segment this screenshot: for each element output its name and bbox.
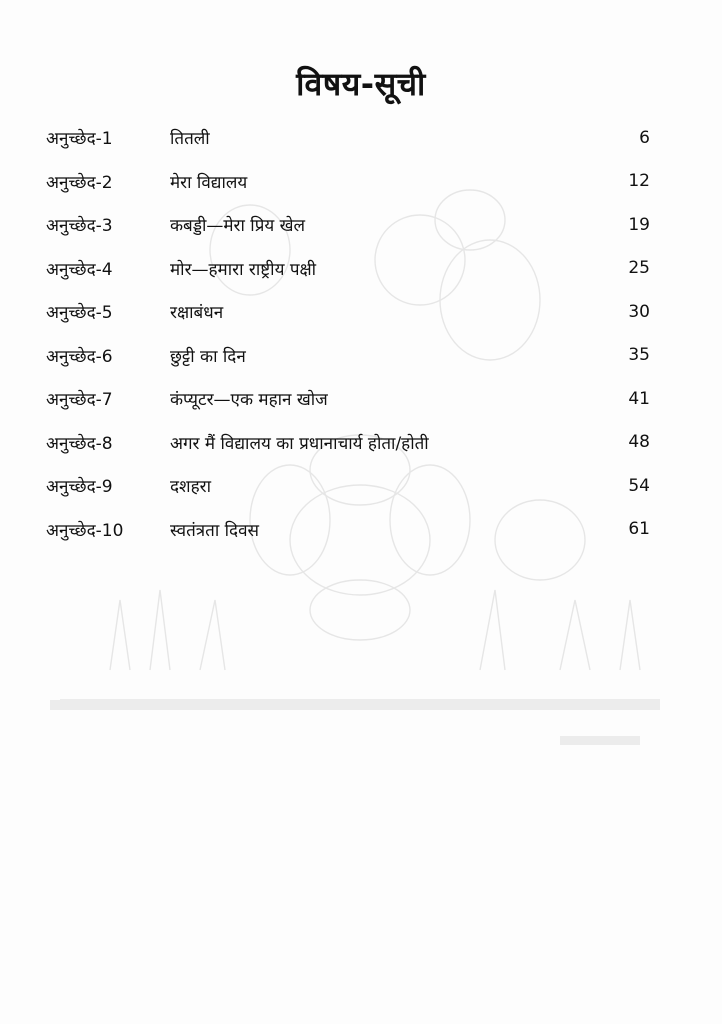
toc-entry [46, 421, 650, 465]
toc-entry-title: छुट्टी का दिन [170, 346, 246, 367]
toc-entry-number: अनुच्छेद-2 [46, 172, 113, 193]
toc-entry-number: अनुच्छेद-8 [46, 433, 113, 454]
toc-entry-page: 61 [628, 519, 650, 540]
toc-entry-page: 54 [628, 475, 650, 496]
table-of-contents [46, 116, 650, 551]
toc-entry-number: अनुच्छेद-1 [46, 129, 113, 150]
page-title: विषय-सूची [296, 65, 426, 103]
toc-entry-page: 19 [628, 214, 650, 235]
toc-entry [46, 247, 650, 291]
toc-entry [46, 290, 650, 334]
toc-entry-page: 30 [628, 301, 650, 322]
toc-entry-page: 48 [628, 432, 650, 453]
toc-entry [46, 203, 650, 247]
toc-entry-title: दशहरा [170, 477, 211, 498]
toc-entry-number: अनुच्छेद-10 [46, 520, 124, 541]
toc-entry-number: अनुच्छेद-4 [46, 259, 113, 280]
toc-entry-number: अनुच्छेद-3 [46, 216, 113, 237]
toc-entry-title: कंप्यूटर—एक महान खोज [170, 390, 328, 411]
toc-entry [46, 334, 650, 378]
toc-entry-title: अगर मैं विद्यालय का प्रधानाचार्य होता/होती [170, 433, 429, 454]
toc-entry-title: मेरा विद्यालय [170, 172, 248, 193]
toc-entry-title: रक्षाबंधन [170, 303, 224, 324]
toc-entry-page: 35 [628, 345, 650, 366]
toc-entry-title: कबड्डी—मेरा प्रिय खेल [170, 216, 306, 237]
toc-entry-page: 12 [628, 171, 650, 192]
toc-entry [46, 508, 650, 552]
toc-entry [46, 116, 650, 160]
toc-entry-title: मोर—हमारा राष्ट्रीय पक्षी [170, 259, 317, 280]
toc-entry-title: तितली [170, 129, 210, 150]
toc-entry [46, 464, 650, 508]
toc-entry [46, 160, 650, 204]
toc-entry-title: स्वतंत्रता दिवस [170, 520, 260, 541]
toc-entry-page: 25 [628, 258, 650, 279]
toc-entry-number: अनुच्छेद-9 [46, 477, 113, 498]
toc-entry-number: अनुच्छेद-5 [46, 303, 113, 324]
toc-entry-page: 41 [628, 388, 650, 409]
toc-entry [46, 377, 650, 421]
toc-entry-number: अनुच्छेद-6 [46, 346, 113, 367]
toc-entry-number: अनुच्छेद-7 [46, 390, 113, 411]
toc-entry-page: 6 [639, 127, 650, 148]
